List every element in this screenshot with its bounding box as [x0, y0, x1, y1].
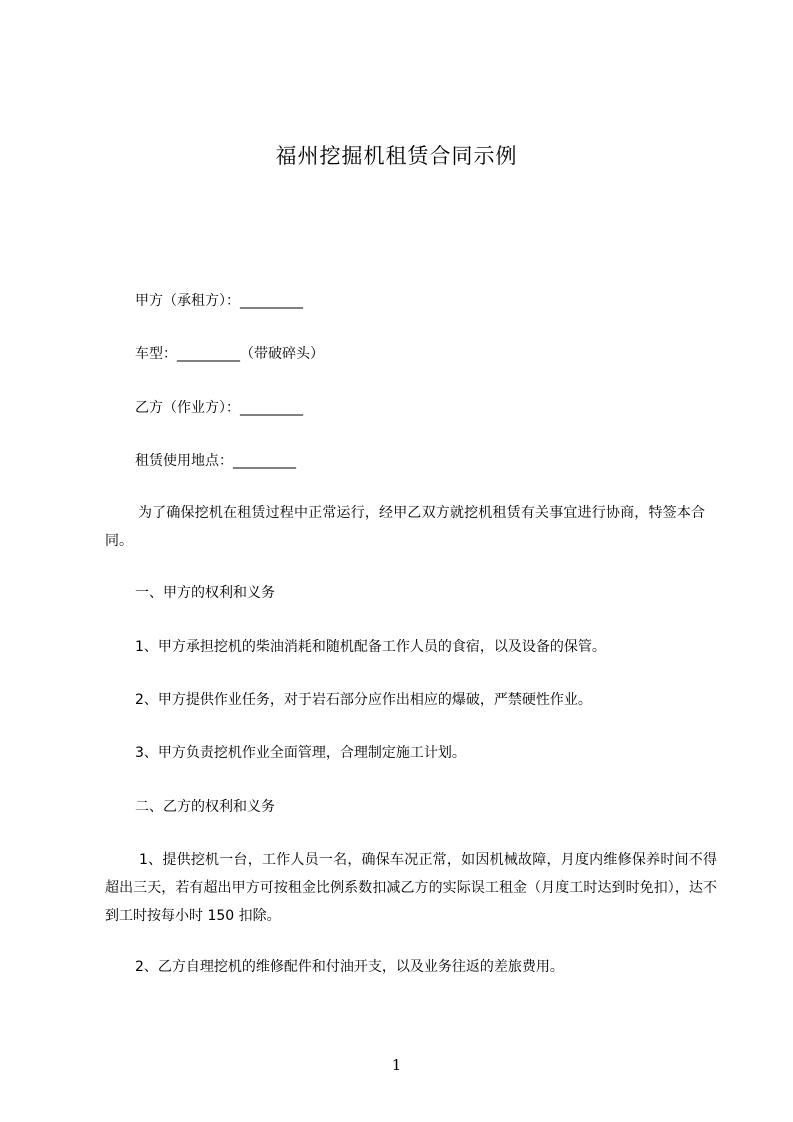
- vehicle-model-field: 车型：_________（带破碎头）: [135, 346, 324, 362]
- intro-paragraph: 为了确保挖机在租赁过程中正常运行，经甲乙双方就挖机租赁有关事宜进行协商，特签本合同。: [105, 505, 705, 549]
- section1-item-2: 2、甲方提供作业任务，对于岩石部分应作出相应的爆破，严禁硬性作业。: [135, 692, 592, 708]
- section2-item-1: 1、提供挖机一台，工作人员一名，确保车况正常，如因机械故障，月度内维修保养时间不得超出三天，若有超出甲方可按租金比例系数扣减乙方的实际误工租金（月度工时达到时免扣），达不到工时按每小时 150 扣除。: [105, 852, 717, 924]
- party-a-field: 甲方（承租方）：_________: [135, 293, 303, 309]
- page-number: 1: [391, 1056, 402, 1074]
- section1-item-3: 3、甲方负责挖机作业全面管理，合理制定施工计划。: [135, 745, 466, 761]
- section1-item-1: 1、甲方承担挖机的柴油消耗和随机配备工作人员的食宿，以及设备的保管。: [135, 639, 606, 655]
- section2-heading: 二、乙方的权利和义务: [135, 799, 275, 815]
- section2-item-2: 2、乙方自理挖机的维修配件和付油开支，以及业务往返的差旅费用。: [135, 959, 564, 975]
- party-b-field: 乙方（作业方）：_________: [135, 400, 303, 416]
- document-title: 福州挖掘机租赁合同示例: [275, 144, 518, 168]
- location-field: 租赁使用地点：_________: [135, 453, 296, 469]
- section1-heading: 一、甲方的权利和义务: [135, 585, 275, 601]
